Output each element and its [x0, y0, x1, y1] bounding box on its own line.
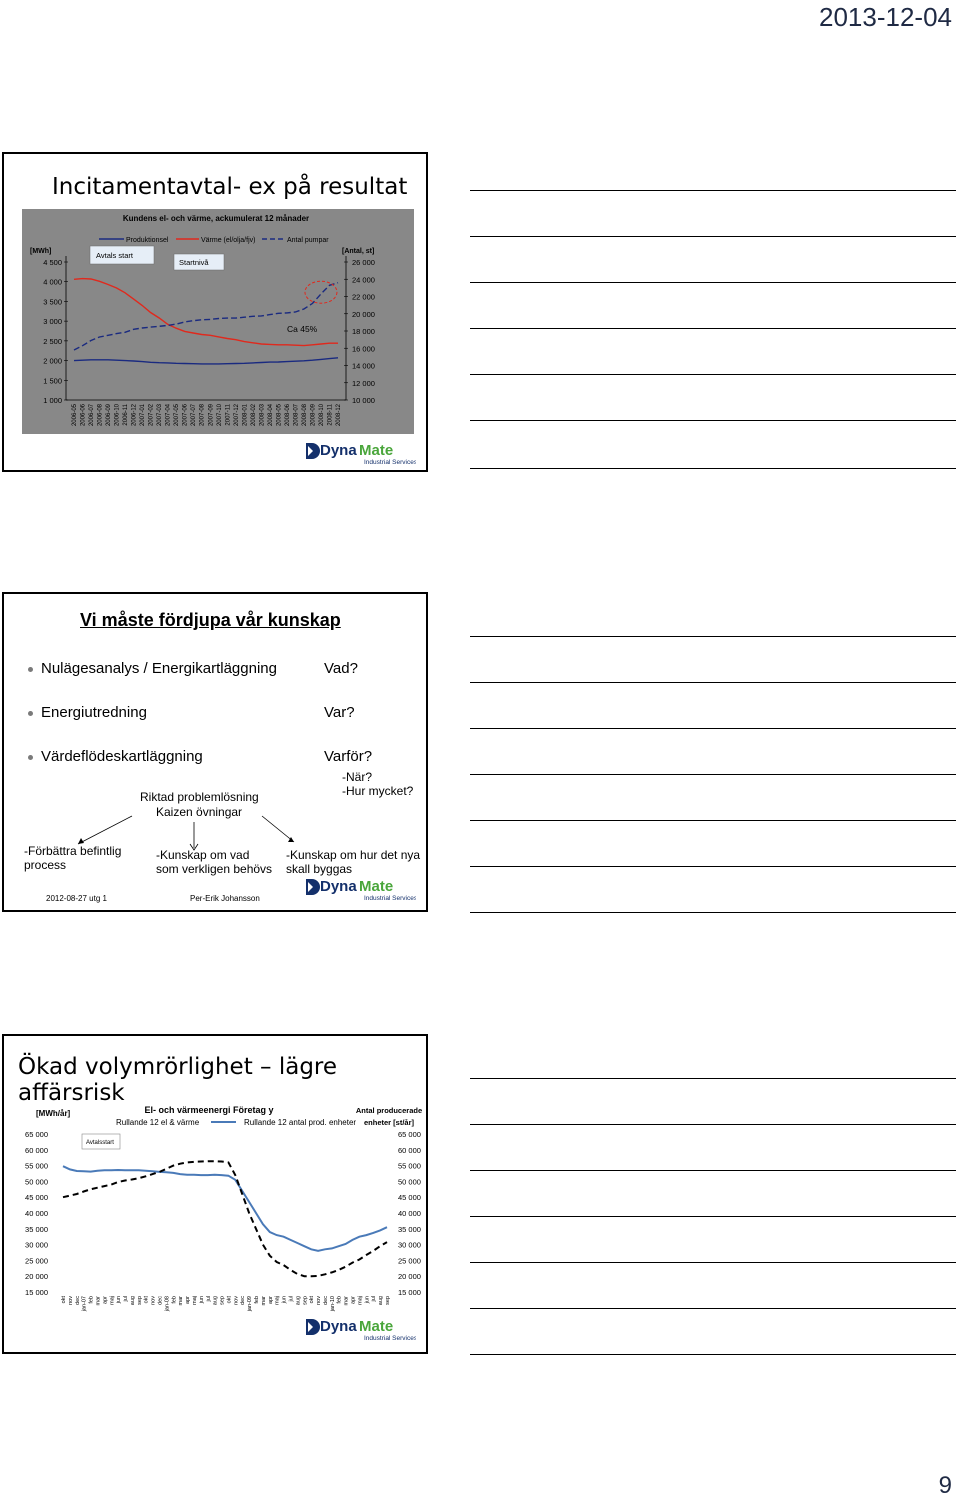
- y-left-tick-label: 3 500: [43, 297, 62, 307]
- x-tick-label: jan-10: [329, 1296, 336, 1312]
- left-text-forbattra: -Förbättra befintlig process: [24, 844, 122, 872]
- x-tick-label: 2007-11: [225, 404, 232, 426]
- annotation-ca-45: Ca 45%: [287, 324, 318, 334]
- x-tick-label: maj: [357, 1296, 364, 1305]
- y-right-tick-label: 55 000: [398, 1161, 421, 1171]
- x-tick-label: aug: [295, 1296, 302, 1306]
- x-tick-label: jul: [205, 1296, 212, 1302]
- x-tick-label: nov: [233, 1296, 240, 1305]
- slide-1: [2, 152, 428, 472]
- y-right-tick-label: 10 000: [352, 396, 375, 405]
- x-tick-label: jul: [371, 1296, 378, 1302]
- y-left-tick-label: 35 000: [25, 1224, 48, 1234]
- logo-tagline: Industrial Services: [364, 1335, 416, 1342]
- chart-1-left-unit: [MWh]: [30, 248, 52, 255]
- y-right-tick-label: 60 000: [398, 1145, 421, 1155]
- x-tick-label: jan-09: [247, 1296, 254, 1312]
- x-tick-label: sep: [219, 1296, 226, 1305]
- y-right-tick-label: 65 000: [398, 1130, 421, 1139]
- slide-2-title: Vi måste fördjupa vår kunskap: [80, 610, 341, 630]
- x-tick-label: 2008-01: [242, 404, 249, 427]
- x-tick-label: 2006-11: [123, 404, 130, 426]
- x-tick-label: 2006-09: [106, 404, 113, 427]
- y-right-tick-label: 30 000: [398, 1240, 421, 1250]
- center-text-kaizen: Kaizen övningar: [156, 805, 243, 819]
- chart-1-right-unit: [Antal, st]: [342, 248, 375, 255]
- x-tick-label: apr: [267, 1296, 274, 1304]
- slide-3: [2, 1034, 428, 1354]
- y-right-tick-label: 24 000: [352, 275, 375, 285]
- series-line-el-varme: [63, 1166, 387, 1251]
- x-tick-label: 2006-12: [131, 404, 138, 427]
- footer-author: Per-Erik Johansson: [190, 894, 260, 903]
- x-tick-label: okt: [226, 1296, 233, 1304]
- x-tick-label: jun: [198, 1296, 205, 1304]
- y-right-tick-label: 16 000: [352, 344, 375, 354]
- x-tick-label: jul: [123, 1296, 130, 1302]
- x-tick-label: jan-07: [81, 1296, 88, 1312]
- x-tick-label: mar: [178, 1296, 185, 1306]
- x-tick-label: 2008-11: [327, 404, 334, 426]
- footer-date: 2012-08-27 utg 1: [46, 894, 107, 903]
- y-right-tick-label: 20 000: [398, 1272, 421, 1282]
- x-tick-label: 2007-01: [140, 404, 147, 427]
- x-tick-label: 2007-06: [182, 404, 189, 427]
- y-right-tick-label: 14 000: [352, 361, 375, 371]
- slide-2: [2, 592, 428, 912]
- x-tick-label: nov: [67, 1296, 74, 1305]
- x-tick-label: mar: [95, 1296, 102, 1306]
- y-left-tick-label: 60 000: [25, 1145, 48, 1155]
- x-tick-label: 2008-04: [267, 404, 274, 427]
- x-tick-label: 2006-10: [114, 404, 121, 427]
- y-left-tick-label: 15 000: [25, 1288, 48, 1297]
- x-tick-label: apr: [350, 1296, 357, 1304]
- y-left-tick-label: 25 000: [25, 1256, 48, 1266]
- x-tick-label: dec: [157, 1296, 164, 1305]
- x-tick-label: okt: [143, 1296, 150, 1304]
- dynamate-logo: [304, 876, 416, 902]
- chart-1-title: Kundens el- och värme, ackumulerat 12 månader: [122, 214, 310, 223]
- y-left-tick-label: 50 000: [25, 1177, 48, 1187]
- x-tick-label: 2006-06: [80, 404, 87, 427]
- y-right-tick-label: 40 000: [398, 1209, 421, 1218]
- x-tick-label: aug: [378, 1296, 385, 1306]
- x-tick-label: okt: [61, 1296, 67, 1304]
- x-tick-label: feb: [336, 1296, 343, 1304]
- x-tick-label: apr: [185, 1296, 192, 1304]
- legend-antal-prod: Rullande 12 antal prod. enheter: [244, 1118, 357, 1127]
- x-tick-label: 2008-09: [310, 404, 317, 427]
- dynamate-logo: [304, 1316, 416, 1342]
- slide-3-title: Ökad volymrörlighet – lägre affärsrisk: [18, 1054, 338, 1106]
- x-tick-label: mar: [343, 1296, 350, 1306]
- y-left-tick-label: 40 000: [25, 1209, 48, 1218]
- logo-dyna: Dyna: [320, 442, 357, 459]
- x-tick-label: sep: [385, 1296, 391, 1305]
- logo-tagline: Industrial Services: [364, 459, 416, 466]
- x-tick-label: 2007-09: [208, 404, 215, 427]
- y-left-tick-label: 2 000: [43, 356, 62, 366]
- chart-3-right-unit-1: Antal producerade: [355, 1106, 423, 1115]
- x-tick-label: dec: [322, 1296, 329, 1305]
- y-right-tick-label: 18 000: [352, 327, 375, 336]
- chart-3-left-unit: [MWh/år]: [36, 1109, 71, 1118]
- x-tick-label: mar: [260, 1296, 267, 1306]
- x-tick-label: 2007-02: [148, 404, 155, 427]
- logo-mate: Mate: [359, 878, 394, 895]
- x-tick-label: 2008-06: [284, 404, 291, 427]
- y-right-tick-label: 22 000: [352, 292, 375, 302]
- y-left-tick-label: 1 000: [43, 396, 62, 405]
- question-nar: -När?: [342, 770, 373, 784]
- y-right-tick-label: 45 000: [398, 1193, 421, 1203]
- x-tick-label: 2008-02: [250, 404, 257, 427]
- x-tick-label: dec: [74, 1296, 81, 1305]
- x-tick-label: jun: [364, 1296, 371, 1304]
- x-tick-label: feb: [171, 1296, 178, 1304]
- legend-antal-pumpar: Antal pumpar: [287, 237, 329, 244]
- x-tick-label: dec: [240, 1296, 247, 1305]
- y-right-tick-label: 26 000: [352, 258, 375, 267]
- x-tick-label: 2008-10: [318, 404, 325, 427]
- x-tick-label: 2007-04: [165, 404, 172, 427]
- y-left-tick-label: 2 500: [43, 336, 62, 346]
- x-tick-label: aug: [212, 1296, 219, 1306]
- y-left-tick-label: 20 000: [25, 1272, 48, 1282]
- bullet-energiutredning: Energiutredning: [28, 704, 147, 721]
- logo-mate: Mate: [359, 442, 394, 459]
- x-tick-label: 2007-10: [216, 404, 223, 427]
- x-tick-label: 2008-03: [259, 404, 266, 427]
- x-tick-label: jan-08: [164, 1296, 171, 1312]
- y-left-tick-label: 45 000: [25, 1193, 48, 1203]
- callout-startniva-text: Startnivå: [179, 258, 209, 267]
- legend-produktionsel: Produktionsel: [126, 237, 169, 244]
- chart-3-right-unit-2: enheter [st/år]: [363, 1118, 415, 1127]
- x-tick-label: jun: [116, 1296, 123, 1304]
- legend-varme: Värme (el/olja/fjv): [201, 237, 256, 244]
- slide-1-title: Incitamentavtal- ex på resultat: [52, 174, 408, 200]
- legend-el-varme: Rullande 12 el & värme: [116, 1118, 200, 1127]
- x-tick-label: nov: [316, 1296, 323, 1305]
- page-number: 9: [938, 1472, 952, 1499]
- x-tick-label: 2007-05: [174, 404, 181, 427]
- x-tick-label: okt: [309, 1296, 316, 1304]
- y-left-tick-label: 55 000: [25, 1161, 48, 1171]
- callout-avtalsstart-text: Avtalsstart: [86, 1140, 114, 1146]
- y-left-tick-label: 30 000: [25, 1240, 48, 1250]
- x-tick-label: 2007-07: [191, 404, 198, 427]
- bullet-vardeflodeskartlaggning: Värdeflödeskartläggning: [28, 748, 203, 765]
- x-tick-label: nov: [150, 1296, 157, 1305]
- y-right-tick-label: 35 000: [398, 1224, 421, 1234]
- x-tick-label: 2006-08: [97, 404, 104, 427]
- x-tick-label: 2006-07: [89, 404, 96, 427]
- right-text-kunskap-nya: -Kunskap om hur det nya skall byggas: [286, 848, 421, 876]
- question-var: Var?: [324, 704, 355, 721]
- bullet-nulagesanalys: Nulägesanalys / Energikartläggning: [28, 660, 277, 677]
- dynamate-logo: [304, 440, 416, 466]
- x-tick-label: 2007-08: [199, 404, 206, 427]
- y-right-tick-label: 15 000: [398, 1288, 421, 1297]
- x-tick-label: 2008-12: [336, 404, 342, 427]
- slide-3-chart: [4, 1036, 426, 1352]
- x-tick-label: 2008-05: [276, 404, 283, 427]
- x-tick-label: feb: [88, 1296, 95, 1304]
- x-tick-label: maj: [109, 1296, 116, 1305]
- y-left-tick-label: 1 500: [43, 376, 62, 386]
- question-hur-mycket: -Hur mycket?: [342, 784, 414, 798]
- logo-dyna: Dyna: [320, 1318, 357, 1335]
- mid-text-kunskap-vad: -Kunskap om vad som verkligen behövs: [156, 848, 273, 876]
- y-right-tick-label: 25 000: [398, 1256, 421, 1266]
- y-right-tick-label: 50 000: [398, 1177, 421, 1187]
- x-tick-label: 2007-03: [157, 404, 164, 427]
- slide-1-chart: [4, 154, 426, 470]
- x-tick-label: jul: [288, 1296, 295, 1302]
- x-tick-label: 2008-07: [293, 404, 300, 427]
- logo-dyna: Dyna: [320, 878, 357, 895]
- x-tick-label: 2006-05: [72, 404, 78, 427]
- x-tick-label: 2007-12: [233, 404, 240, 427]
- x-tick-label: aug: [129, 1296, 136, 1306]
- x-tick-label: sep: [302, 1296, 309, 1305]
- center-text-riktad: Riktad problemlösning: [140, 790, 259, 804]
- y-left-tick-label: 4 000: [43, 277, 62, 287]
- logo-mate: Mate: [359, 1318, 394, 1335]
- question-varfor: Varför?: [324, 748, 373, 765]
- x-tick-label: maj: [191, 1296, 198, 1305]
- logo-tagline: Industrial Services: [364, 895, 416, 902]
- y-left-tick-label: 4 500: [43, 258, 62, 267]
- x-tick-label: feb: [254, 1296, 261, 1304]
- document-date: 2013-12-04: [819, 2, 952, 32]
- y-left-tick-label: 65 000: [25, 1130, 48, 1139]
- x-tick-label: apr: [102, 1296, 109, 1304]
- question-vad: Vad?: [324, 660, 358, 677]
- chart-3-title: El- och värmeenergi Företag y: [144, 1105, 274, 1115]
- callout-avtals-start-text: Avtals start: [96, 251, 133, 260]
- y-right-tick-label: 20 000: [352, 309, 375, 319]
- x-tick-label: maj: [274, 1296, 281, 1305]
- x-tick-label: 2008-08: [301, 404, 308, 427]
- y-left-tick-label: 3 000: [43, 317, 62, 327]
- y-right-tick-label: 12 000: [352, 378, 375, 388]
- series-line-antal-prod: [63, 1161, 387, 1276]
- x-tick-label: sep: [136, 1296, 143, 1305]
- x-tick-label: jun: [281, 1296, 288, 1304]
